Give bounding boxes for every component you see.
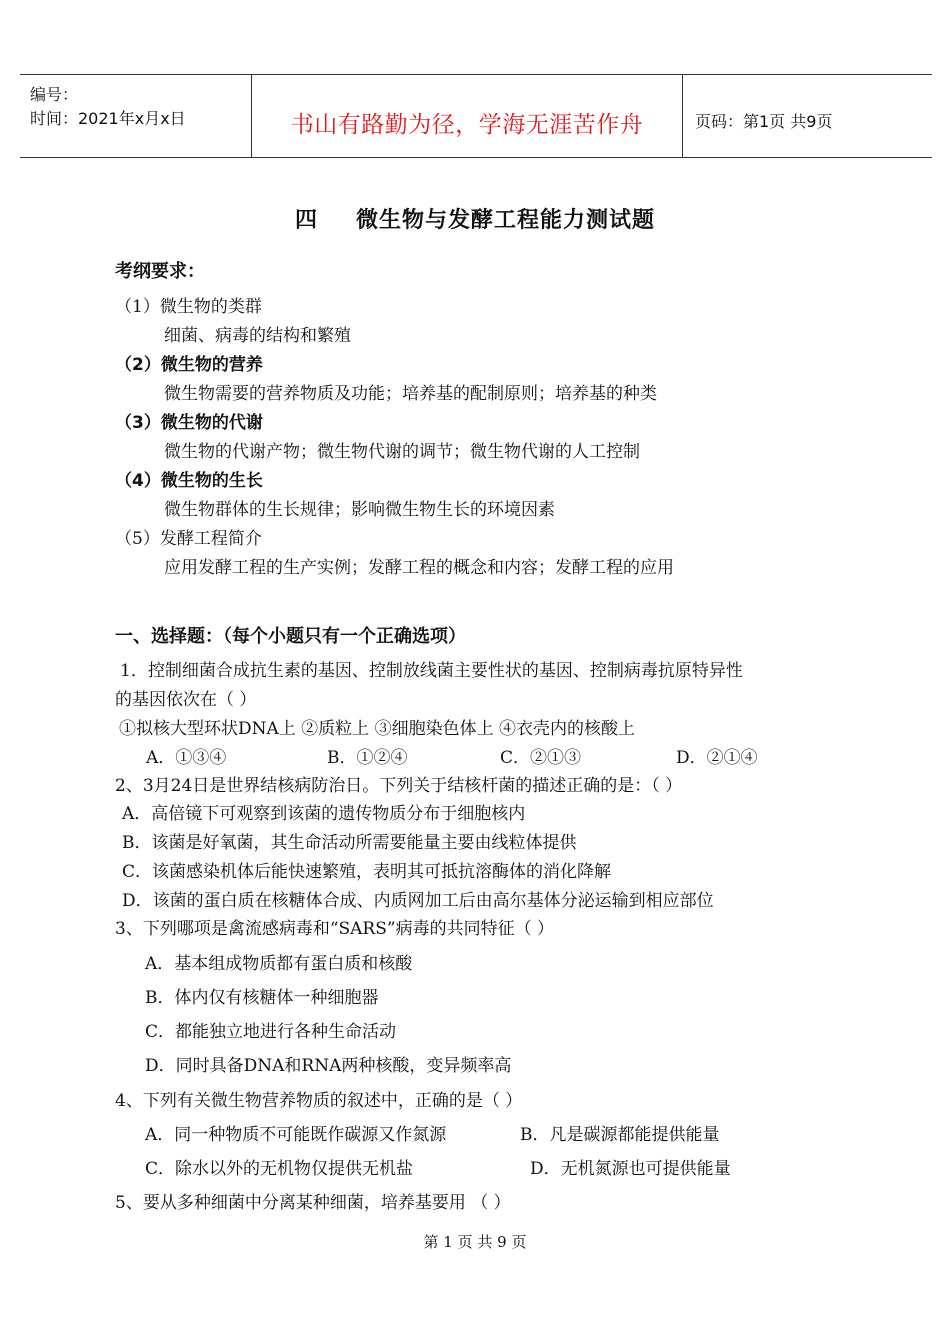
q2-option-d: D．该菌的蛋白质在核糖体合成、内质网加工后由高尔基体分泌运输到相应部位	[122, 891, 714, 911]
motto: 书山有路勤为径，学海无涯苦作舟	[290, 112, 644, 138]
title-text: 微生物与发酵工程能力测试题	[356, 208, 656, 233]
page-footer: 第 1 页 共 9 页	[423, 1233, 527, 1251]
serial-label: 编号：	[30, 85, 79, 104]
q1-option-c: C．②①③	[500, 748, 582, 768]
header-page-cell	[683, 75, 932, 157]
page-title	[0, 203, 950, 234]
syllabus-body-4: 微生物群体的生长规律；影响微生物生长的环境因素	[164, 500, 555, 520]
q3-option-c: C．都能独立地进行各种生命活动	[145, 1022, 397, 1042]
section-heading: 一、选择题：（每个小题只有一个正确选项）	[115, 626, 466, 647]
document-header	[20, 74, 932, 158]
q2-stem: 2、3月24日是世界结核病防治日。下列关于结核杆菌的描述正确的是：（ ）	[115, 776, 683, 796]
q1-option-b: B．①②④	[327, 748, 408, 768]
syllabus-body-2: 微生物需要的营养物质及功能；培养基的配制原则；培养基的种类	[164, 384, 657, 404]
syllabus-head-2: （2）微生物的营养	[115, 355, 263, 375]
q4-option-b: B．凡是碳源都能提供能量	[520, 1125, 720, 1145]
q4-stem: 4、下列有关微生物营养物质的叙述中，正确的是（ ）	[115, 1091, 523, 1111]
q2-option-a: A．高倍镜下可观察到该菌的遗传物质分布于细胞核内	[122, 804, 526, 824]
q3-option-a: A．基本组成物质都有蛋白质和核酸	[145, 954, 413, 974]
header-motto-cell	[252, 75, 683, 157]
q2-option-b: B．该菌是好氧菌，其生命活动所需要能量主要由线粒体提供	[122, 833, 577, 853]
q1-items: ①拟核大型环状DNA上 ②质粒上 ③细胞染色体上 ④衣壳内的核酸上	[119, 719, 635, 739]
syllabus-body-1: 细菌、病毒的结构和繁殖	[164, 326, 351, 346]
q1-stem-line2: 的基因依次在（ ）	[115, 690, 257, 710]
syllabus-head-5: （5）发酵工程简介	[115, 529, 262, 549]
q2-option-c: C．该菌感染机体后能快速繁殖，表明其可抵抗溶酶体的消化降解	[122, 862, 612, 882]
q3-stem: 3、下列哪项是禽流感病毒和“SARS”病毒的共同特征（ ）	[115, 919, 554, 939]
header-info-cell	[20, 75, 252, 157]
syllabus-body-3: 微生物的代谢产物；微生物代谢的调节；微生物代谢的人工控制	[164, 442, 640, 462]
q5-stem: 5、要从多种细菌中分离某种细菌，培养基要用 （ ）	[115, 1193, 511, 1213]
q1-option-d: D．②①④	[676, 748, 758, 768]
syllabus-body-5: 应用发酵工程的生产实例；发酵工程的概念和内容；发酵工程的应用	[164, 558, 674, 578]
syllabus-head-1: （1）微生物的类群	[115, 297, 262, 317]
date-label: 时间：2021年x月x日	[30, 109, 186, 128]
q1-option-a: A．①③④	[146, 748, 227, 768]
q4-option-d: D．无机氮源也可提供能量	[530, 1159, 731, 1179]
q3-option-b: B．体内仅有核糖体一种细胞器	[145, 988, 379, 1008]
q3-option-d: D．同时具备DNA和RNA两种核酸，变异频率高	[145, 1056, 512, 1076]
page-info: 页码：第1页 共9页	[695, 112, 833, 131]
syllabus-head-4: （4）微生物的生长	[115, 471, 263, 491]
q4-option-c: C．除水以外的无机物仅提供无机盐	[145, 1159, 414, 1179]
q4-option-a: A．同一种物质不可能既作碳源又作氮源	[145, 1125, 447, 1145]
q1-stem-line1: 1．控制细菌合成抗生素的基因、控制放线菌主要性状的基因、控制病毒抗原特异性	[120, 661, 743, 681]
syllabus-heading: 考纲要求：	[115, 261, 205, 282]
syllabus-head-3: （3）微生物的代谢	[115, 413, 263, 433]
title-number: 四	[294, 208, 318, 233]
